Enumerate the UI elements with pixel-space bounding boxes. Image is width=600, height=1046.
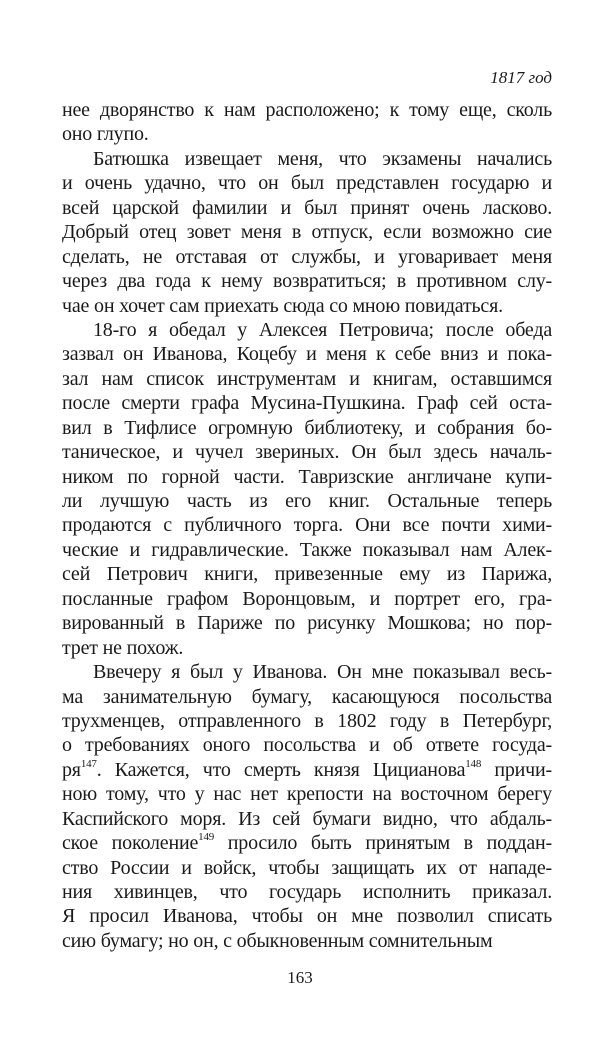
text-line: Ввечеру я был у Иванова. Он мне показывал весь- bbox=[93, 661, 552, 684]
text-line: сделать, не отставая от службы, и уговаривает меня bbox=[62, 245, 552, 268]
text-line: зал нам список инструментам и книгам, оставшимся bbox=[62, 367, 552, 390]
text-line: нее дворянство к нам расположено; к тому еще, сколь bbox=[62, 99, 552, 121]
text-line: трет не похож. bbox=[62, 636, 184, 659]
text-line: ма занимательную бумагу, касающуюся посольства bbox=[62, 685, 552, 708]
text-line: Добрый отец зовет меня в отпуск, если возможно сие bbox=[62, 221, 552, 244]
text-line: трухменцев, отправленного в 1802 году в Петербург, bbox=[62, 709, 552, 732]
text-line: и очень удачно, что он был представлен государю и bbox=[62, 172, 552, 195]
page-number: 163 bbox=[287, 968, 313, 987]
footnote-marker[interactable]: 147 bbox=[80, 757, 97, 770]
text-line: ною тому, что у нас нет крепости на восточном берегу bbox=[62, 783, 552, 806]
text-line: ния хивинцев, что государь исполнить приказал. bbox=[62, 881, 552, 903]
paragraph bbox=[62, 147, 552, 318]
footnote-marker[interactable]: 149 bbox=[198, 831, 215, 844]
text-line: Батюшка извещает меня, что экзамены начались bbox=[93, 147, 552, 170]
text-line: через два года к нему возвратиться; в противном слу- bbox=[62, 270, 552, 293]
paragraph bbox=[62, 98, 552, 147]
text-line: ческие и гидравлические. Также показывал нам Алек- bbox=[62, 538, 552, 561]
footnote-marker[interactable]: 148 bbox=[465, 757, 482, 770]
text-line: вированный в Париже по рисунку Мошкова; но пор- bbox=[62, 612, 552, 635]
text-line: Я просил Иванова, чтобы он мне позволил списать bbox=[62, 905, 552, 928]
running-header: 1817 год bbox=[490, 68, 552, 87]
text-line: о требованиях оного посольства и об ответе госуда- bbox=[62, 734, 552, 757]
text-line: сию бумагу; но он, с обыкновенным сомнительным bbox=[62, 929, 493, 952]
text-line: ское поколение$^{149}$ просило быть принятым в поддан- bbox=[62, 831, 552, 855]
text-line: оно глупо. bbox=[62, 123, 149, 146]
text-line: 18-го я обедал у Алексея Петровича; после обеда bbox=[93, 318, 552, 341]
text-line: зазвал он Иванова, Коцебу и меня к себе вниз и пока- bbox=[62, 343, 552, 366]
text-line: вил в Тифлисе огромную библиотеку, и собрания бо- bbox=[62, 416, 552, 439]
text-line: ли лучшую часть из его книг. Остальные теперь bbox=[62, 490, 552, 512]
text-line: Каспийского моря. Из сей бумаги видно, что абдаль- bbox=[62, 807, 552, 830]
text-line: $ря^{147}$. Кажется, что смерть князя Цицианова$^{148}$ причи- bbox=[62, 757, 552, 781]
paragraph bbox=[62, 660, 552, 953]
text-line: таническое, и чучел звериных. Он был здесь началь- bbox=[62, 441, 552, 464]
text-line: ство России и войск, чтобы защищать их от нападе- bbox=[62, 856, 552, 879]
text-line: продаются с публичного торга. Они все почти хими- bbox=[62, 514, 552, 537]
body-text bbox=[62, 98, 552, 953]
text-line: сей Петрович книги, привезенные ему из Парижа, bbox=[62, 563, 552, 586]
text-line: посланные графом Воронцовым, и портрет его, гра- bbox=[62, 587, 552, 610]
text-line: ником по горной части. Тавризские англичане купи- bbox=[62, 465, 552, 488]
text-line: чае он хочет сам приехать сюда со мною повидаться. bbox=[62, 294, 503, 317]
paragraph bbox=[62, 318, 552, 660]
text-line: после смерти графа Мусина-Пушкина. Граф сей оста- bbox=[62, 392, 552, 415]
text-line: всей царской фамилии и был принят очень ласково. bbox=[62, 196, 552, 219]
